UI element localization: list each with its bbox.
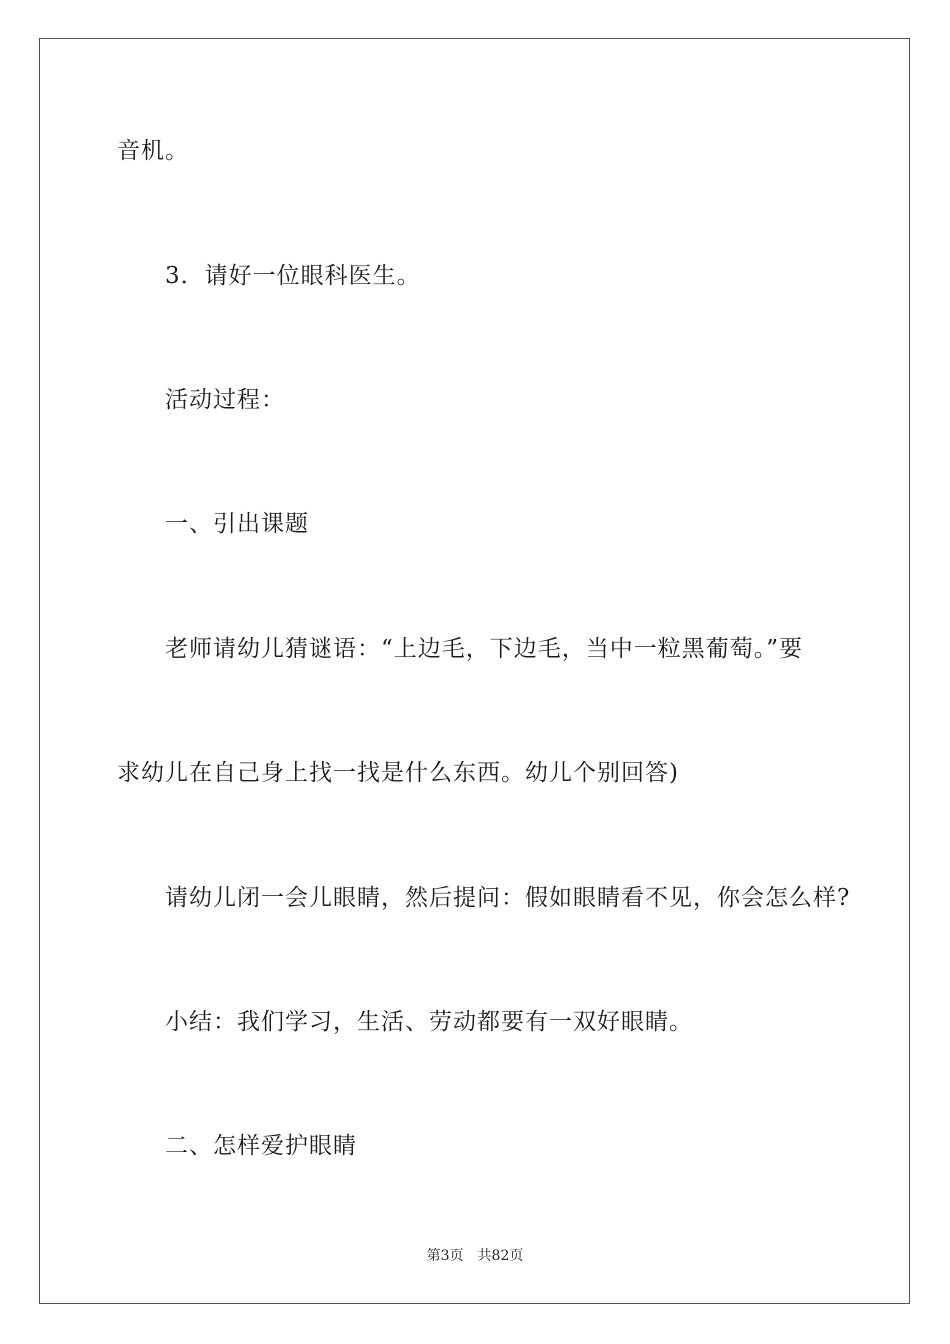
page-footer — [0, 1246, 950, 1266]
paragraph-summary: 小结：我们学习，生活、劳动都要有一双好眼睛。 — [165, 1009, 693, 1035]
paragraph-question: 请幼儿闭一会儿眼睛，然后提问：假如眼睛看不见，你会怎么样? — [165, 885, 851, 911]
page-number: 第3页 — [426, 1248, 464, 1264]
section-heading-2: 二、怎样爱护眼睛 — [165, 1133, 357, 1159]
paragraph-riddle: 老师请幼儿猜谜语：“上边毛，下边毛，当中一粒黑葡萄。”要 — [165, 636, 804, 662]
paragraph-prep-item-3: 3．请好一位眼科医生。 — [165, 263, 421, 289]
total-pages: 共82页 — [477, 1248, 524, 1264]
page-border — [39, 38, 910, 1304]
paragraph-riddle-continued: 求幼儿在自己身上找一找是什么东西。幼儿个别回答) — [117, 760, 679, 786]
section-heading-1: 一、引出课题 — [165, 511, 309, 537]
paragraph-continuation: 音机。 — [117, 138, 189, 164]
paragraph-activity-heading: 活动过程： — [165, 387, 285, 413]
